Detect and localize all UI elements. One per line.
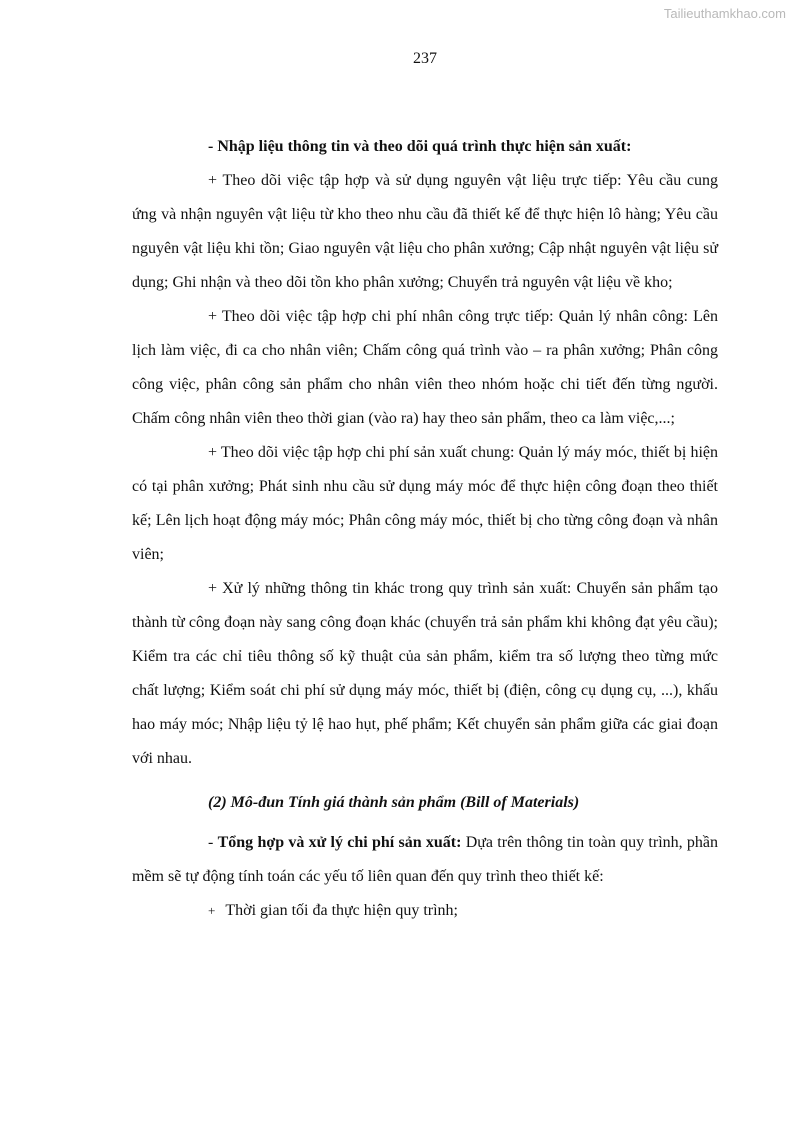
section-heading: - Nhập liệu thông tin và theo dõi quá trình thực hiện sản xuất:: [208, 138, 632, 155]
paragraph-raw-materials: + Theo dõi việc tập hợp và sử dụng nguyên vật liệu trực tiếp: Yêu cầu cung ứng và nhận nguyên vật liệu từ kho theo nhu cầu đã thiết kế để thực hiện lô hàng; Yêu cầu nguyên vật liệu khi tồn; Giao nguyên vật liệu cho phân xưởng; Cập nhật nguyên vật liệu sử dụng; Ghi nhận và theo dõi tồn kho phân xưởng; Chuyển trả nguyên vật liệu về kho;: [132, 172, 718, 291]
paragraph-labor-costs: + Theo dõi việc tập hợp chi phí nhân công trực tiếp: Quản lý nhân công: Lên lịch làm việc, đi ca cho nhân viên; Chấm công quá trình vào – ra phân xưởng; Phân công công việc, phân công sản phẩm cho nhân viên theo nhóm hoặc chi tiết đến từng người. Chấm công nhân viên theo thời gian (vào ra) hay theo sản phẩm, theo ca làm việc,...;: [132, 308, 718, 427]
paragraph-other-info: + Xử lý những thông tin khác trong quy trình sản xuất: Chuyển sản phẩm tạo thành từ công đoạn này sang công đoạn khác (chuyển trả sản phẩm khi không đạt yêu cầu); Kiểm tra các chỉ tiêu thông số kỹ thuật của sản phẩm, kiểm tra số lượng theo từng mức chất lượng; Kiểm soát chi phí sử dụng máy móc, thiết bị (điện, công cụ dụng cụ, ...), khấu hao máy móc; Nhập liệu tỷ lệ hao hụt, phế phẩm; Kết chuyển sản phẩm giữa các giai đoạn với nhau.: [132, 580, 718, 767]
document-body: [132, 130, 718, 928]
final-list-item: [132, 894, 718, 928]
module-heading: (2) Mô-đun Tính giá thành sản phẩm (Bill of Materials): [208, 794, 580, 811]
paragraph-summary: [132, 826, 718, 894]
plus-marker: +: [208, 903, 216, 918]
paragraph-overhead-costs: + Theo dõi việc tập hợp chi phí sản xuất chung: Quản lý máy móc, thiết bị hiện có tại phân xưởng; Phát sinh nhu cầu sử dụng máy móc để thực hiện công đoạn theo thiết kế; Lên lịch hoạt động máy móc; Phân công máy móc, thiết bị cho từng công đoạn và nhân viên;: [132, 444, 718, 563]
page-number: 237: [413, 50, 437, 67]
summary-dash: -: [208, 834, 214, 851]
final-item-text: Thời gian tối đa thực hiện quy trình;: [225, 902, 458, 919]
summary-bold-lead: Tổng hợp và xử lý chi phí sản xuất:: [217, 834, 462, 851]
watermark: Tailieuthamkhao.com: [663, 6, 786, 21]
summary-text: Dựa trên thông tin toàn quy trình, phần mềm sẽ tự động tính toán các yếu tố liên quan đến quy trình theo thiết kế:: [132, 834, 719, 885]
